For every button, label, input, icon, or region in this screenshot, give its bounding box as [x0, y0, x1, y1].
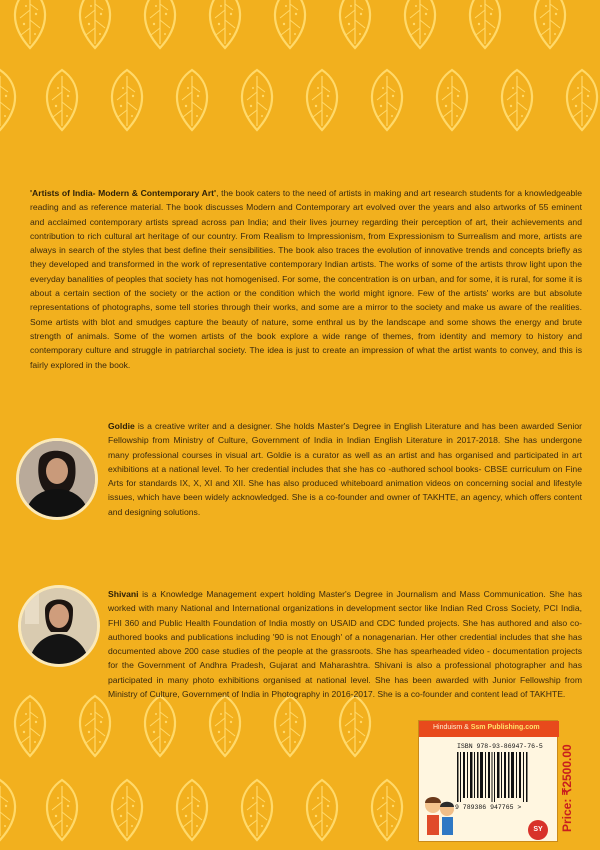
shivani-name: Shivani [108, 589, 139, 599]
goldie-name: Goldie [108, 421, 135, 431]
goldie-bio [108, 419, 582, 519]
goldie-bio-text: is a creative writer and a designer. She holds Master's Degree in English Literature and has been awarded Senior Fellowship from Ministry of Culture, Government of India in Indian English Literature in 2017-2018. She has undergone many professional courses in visual art. Goldie is a curator as well as an artist and has organised and participated in art exhibitions at a national level. To her credential includes that she has co -authored school books- CBSE curriculum on Fine Arts for standards IX, X, XI and XII. She has also produced whiteboard animation videos on concerning social and lifestyle issues, which have been widely acknowledged. She is a co-founder and owner of TAKHTE, an agency, which offers content and designing solutions. [108, 421, 582, 517]
cartoon-characters-icon [423, 791, 457, 839]
isbn-label: ISBN 978-93-86947-76-5 [457, 743, 543, 750]
goldie-photo-icon [19, 441, 95, 517]
shivani-bio [108, 587, 582, 701]
shivani-bio-text: is a Knowledge Management expert holding Master's Degree in Journalism and Mass Communication. She has worked with many National and International organizations in development sector like Indian Red Cross Society, PCI India, FHI 360 and Public Health Foundation of India mostly on USAID and CDC funded projects. She has authored and also co-authored books and publications including '90 is not Enough' of a nonagenarian. Her other credential includes that she has documented above 200 case studies of the people at the grassroots. She has spearheaded video - documentation projects for the Government of Andhra Pradesh, Gujarat and Maharashtra. Shivani is also a professional photographer and has participated in many photo exhibitions organised at national level. She has been awarded with Junior Fellowship from Ministry of Culture, Government of India in Photography in 2016-2017. She is a co-founder and content lead of TAKHTE. [108, 589, 582, 700]
book-description-text: , the book caters to the need of artists in making and art research students for a knowledgeable reading and as reference material. The book discusses Modern and Contemporary art evolved over the years and also artworks of 55 eminent and acclaimed contemporary artists spread across pan India; and their lives journey regarding their perception of art, their achievements and contribution to rich cultural art heritage of our country. From Realism to Impressionism, from Expressionism to Surrealism and more, artists are always in search of the styles that best define their sensibilities. The book also traces the evolution of innovative trends and concepts briefly as they developed and transformed in the work of representative contemporary Indian artists. The works of some of the artists throw light upon the everyday banalities of peoples that society has not homogenised. For some, the concentration is on urban, and for some, it is rural, for some it is about a certain section of the society or the action or the condition which the world might ignore. Few of the artists' works are but absolute representations of photographs, some tell stories through their works, and some are a mirror to the society and make us aware of the realities. Some artists with blot and smudges capture the beauty of nature, some enthral us by the landscape and some shows the energy and brute strength of animals. Some of the women artists of the book explore a wide range of themes, from identity and memory to history and contemporary culture and struggle in patriarchal society. The idea is just to create an impression of what the artist wants to convey, and this is fairly explored in the book. [30, 188, 582, 370]
book-title: 'Artists of India- Modern & Contemporary Art' [30, 188, 217, 198]
price-label: Price: ₹2500.00 [560, 744, 574, 832]
shivani-portrait [18, 585, 100, 667]
barcode-icon [457, 752, 529, 802]
publisher-strip [419, 721, 559, 737]
publisher-prefix: Hinduism & [433, 724, 469, 731]
publisher-name: Ssm Publishing.com [470, 724, 540, 731]
publisher-logo: SY [528, 820, 548, 840]
goldie-portrait [16, 438, 98, 520]
isbn-digits: 9 789386 947765 > [455, 804, 522, 811]
shivani-photo-icon [21, 588, 97, 664]
book-description [30, 186, 582, 372]
